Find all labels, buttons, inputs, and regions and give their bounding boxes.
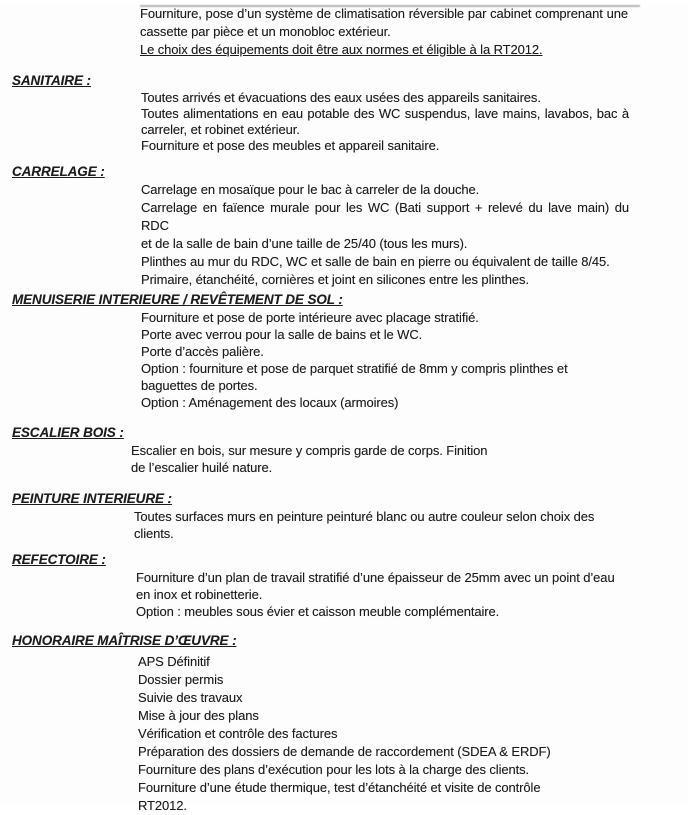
text-line: Plinthes au mur du RDC, WC et salle de bain en pierre ou équivalent de taille 8/45.: [141, 254, 610, 269]
section-body-honoraire: [138, 653, 688, 815]
text-line: carreler, et robinet extérieur.: [141, 122, 300, 137]
section-body-refectoire: [136, 569, 688, 620]
text-line: de l’escalier huilé nature.: [131, 460, 273, 475]
text-line: Carrelage en mosaïque pour le bac à carreler de la douche.: [141, 182, 480, 197]
text-line: Porte avec verrou pour la salle de bains et le WC.: [141, 327, 423, 342]
text-line: Fourniture et pose des meubles et appareil sanitaire.: [141, 138, 440, 153]
text-line: cassette par pièce et un monobloc extérieur.: [140, 24, 391, 39]
text-line: Fourniture d’une étude thermique, test d’étanchéité et visite de contrôle: [138, 780, 541, 795]
section-heading-menuiserie: MENUISERIE INTERIEURE / REVÊTEMENT DE SOL :: [12, 292, 343, 307]
text-line: RT2012.: [138, 798, 187, 813]
section-body-sanitaire: [141, 90, 688, 154]
text-line: Fourniture, pose d’un système de climatisation réversible par cabinet comprenant une: [140, 6, 628, 21]
text-line: Préparation des dossiers de demande de raccordement (SDEA & ERDF): [138, 744, 551, 759]
text-line: Toutes arrivés et évacuations des eaux usées des appareils sanitaires.: [141, 90, 541, 105]
text-line: Option : Aménagement des locaux (armoires): [141, 395, 399, 410]
text-line: Fourniture d’un plan de travail stratifié d’une épaisseur de 25mm avec un point d’eau: [136, 570, 615, 585]
section-body-carrelage: [141, 181, 688, 289]
text-line: Toutes alimentations en eau potable des WC suspendus, lave mains, lavabos, bac à: [141, 106, 629, 121]
text-line: Primaire, étanchéité, cornières et joint en silicones entre les plinthes.: [141, 272, 529, 287]
text-line: Fourniture et pose de porte intérieure avec placage stratifié.: [141, 310, 479, 325]
text-line: clients.: [134, 526, 174, 541]
section-heading-peinture: PEINTURE INTERIEURE :: [12, 491, 172, 506]
section-heading-sanitaire: SANITAIRE :: [12, 73, 91, 88]
section-body-escalier-bois: [131, 442, 688, 476]
text-line: Carrelage en faïence murale pour les WC (Bati support + relevé du lave main) du RDC: [141, 200, 629, 233]
text-line: Vérification et contrôle des factures: [138, 726, 338, 741]
scan-artifact-line: [140, 5, 640, 7]
text-line: en inox et robinetterie.: [136, 587, 263, 602]
section-heading-refectoire: REFECTOIRE :: [12, 552, 106, 567]
text-line: et de la salle de bain d’une taille de 25/40 (tous les murs).: [141, 236, 468, 251]
text-line: Suivie des travaux: [138, 690, 243, 705]
section-body-menuiserie: [141, 309, 688, 411]
section-heading-escalier-bois: ESCALIER BOIS :: [12, 425, 124, 440]
text-line: Le choix des équipements doit être aux normes et éligible à la RT2012.: [140, 42, 543, 57]
text-line: Mise à jour des plans: [138, 708, 259, 723]
section-body-peinture: [134, 508, 688, 542]
text-line: Fourniture des plans d’exécution pour les lots à la charge des clients.: [138, 762, 530, 777]
text-line: Toutes surfaces murs en peinture peinturé blanc ou autre couleur selon choix des: [134, 509, 595, 524]
section-heading-honoraire: HONORAIRE MAÎTRISE D’ŒUVRE :: [12, 633, 237, 648]
text-line: Option : meubles sous évier et caisson meuble complémentaire.: [136, 604, 500, 619]
text-line: Escalier en bois, sur mesure y compris garde de corps. Finition: [131, 443, 488, 458]
section-heading-carrelage: CARRELAGE :: [12, 164, 105, 179]
text-line: baguettes de portes.: [141, 378, 258, 393]
text-line: Porte d’accès palière.: [141, 344, 264, 359]
text-line: Dossier permis: [138, 672, 224, 687]
text-line: APS Définitif: [138, 654, 210, 669]
text-line: Option : fourniture et pose de parquet stratifié de 8mm y compris plinthes et: [141, 361, 568, 376]
document-page: [0, 5, 688, 813]
intro-paragraph: [140, 5, 688, 59]
